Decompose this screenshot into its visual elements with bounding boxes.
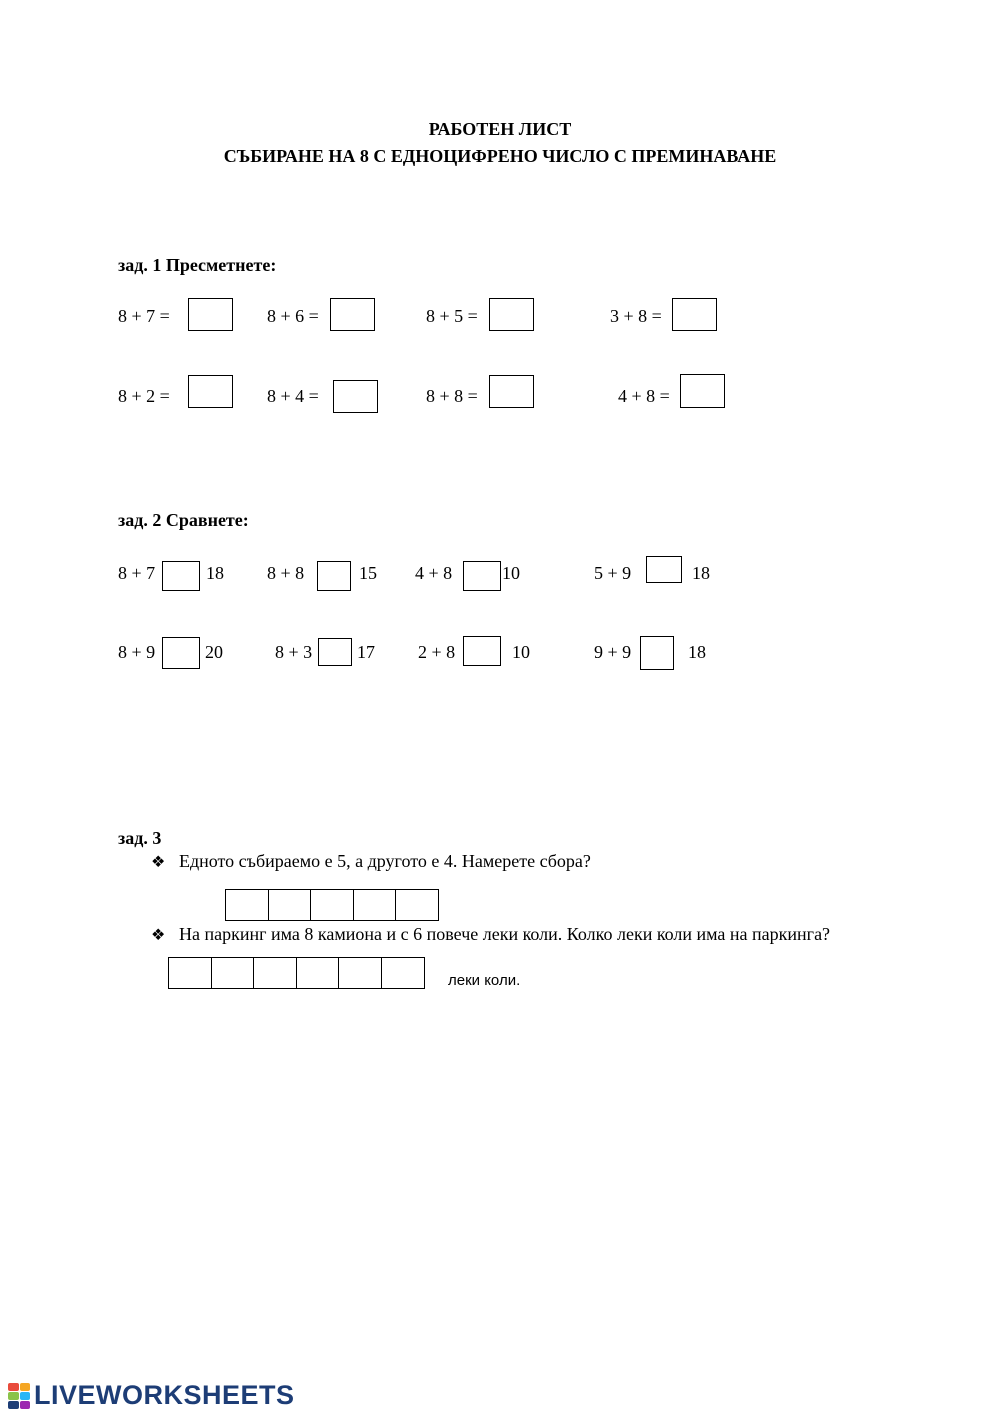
task2-r1-right1: 18 xyxy=(206,563,224,583)
task1-r2-expr4: 4 + 8 = xyxy=(618,386,670,406)
task2-r1-left2: 8 + 8 xyxy=(267,563,305,583)
task1-r2-answer4[interactable] xyxy=(680,374,725,408)
task3-problem2-text: На паркинг има 8 камиона и с 6 повече леки коли. Колко леки коли има на паркинга? xyxy=(179,924,831,944)
answer-cell[interactable] xyxy=(381,957,425,989)
task1-r2-answer3[interactable] xyxy=(489,375,534,408)
task2-r1-right2: 15 xyxy=(359,563,377,583)
task1-r1-expr3: 8 + 5 = xyxy=(426,306,478,326)
logo-text: LIVEWORKSHEETS xyxy=(34,1380,295,1410)
task1-r1-answer3[interactable] xyxy=(489,298,534,331)
answer-cell[interactable] xyxy=(211,957,255,989)
task2-r1-compare2[interactable] xyxy=(317,561,351,591)
task1-r1-expr4: 3 + 8 = xyxy=(610,306,662,326)
answer-cell[interactable] xyxy=(353,889,397,921)
task1-r2-expr3: 8 + 8 = xyxy=(426,386,478,406)
task2-r1-compare4[interactable] xyxy=(646,556,682,583)
task2-r1-left3: 4 + 8 xyxy=(415,563,453,583)
task2-r2-left1: 8 + 9 xyxy=(118,642,156,662)
task2-r2-compare2[interactable] xyxy=(318,638,352,666)
liveworksheets-logo xyxy=(8,1380,295,1411)
task2-r2-compare4[interactable] xyxy=(640,636,674,670)
task2-r1-right4: 18 xyxy=(692,563,710,583)
worksheet-subtitle: СЪБИРАНЕ НА 8 С ЕДНОЦИФРЕНО ЧИСЛО С ПРЕМИНАВАНЕ xyxy=(223,146,777,166)
task1-r2-expr2: 8 + 4 = xyxy=(267,386,319,406)
task2-r1-compare3[interactable] xyxy=(463,561,501,591)
task1-heading: зад. 1 Пресметнете: xyxy=(118,255,277,275)
answer-cell[interactable] xyxy=(338,957,382,989)
task1-r1-expr2: 8 + 6 = xyxy=(267,306,319,326)
answer-cell[interactable] xyxy=(168,957,212,989)
task2-r1-compare1[interactable] xyxy=(162,561,200,591)
task3-problem2-answer xyxy=(168,957,425,989)
task1-r1-answer1[interactable] xyxy=(188,298,233,331)
task2-r2-right4: 18 xyxy=(688,642,706,662)
task3-answer-suffix: леки коли. xyxy=(448,972,521,989)
task2-r1-left4: 5 + 9 xyxy=(594,563,632,583)
answer-cell[interactable] xyxy=(296,957,340,989)
task2-heading: зад. 2 Сравнете: xyxy=(118,510,249,530)
answer-cell[interactable] xyxy=(253,957,297,989)
task2-r2-left3: 2 + 8 xyxy=(418,642,456,662)
answer-cell[interactable] xyxy=(225,889,269,921)
task2-r1-right3: 10 xyxy=(502,563,520,583)
answer-cell[interactable] xyxy=(395,889,439,921)
diamond-bullet-icon: ❖ xyxy=(151,927,166,944)
task2-r2-right3: 10 xyxy=(512,642,530,662)
task2-r2-compare3[interactable] xyxy=(463,636,501,666)
task2-r2-left2: 8 + 3 xyxy=(275,642,313,662)
task1-r1-answer2[interactable] xyxy=(330,298,375,331)
task2-r2-right1: 20 xyxy=(205,642,223,662)
liveworksheets-logo-icon xyxy=(8,1383,30,1409)
task2-r2-left4: 9 + 9 xyxy=(594,642,632,662)
task2-r2-compare1[interactable] xyxy=(162,637,200,669)
task2-r1-left1: 8 + 7 xyxy=(118,563,156,583)
task1-r2-expr1: 8 + 2 = xyxy=(118,386,170,406)
task3-problem1-answer xyxy=(225,889,439,921)
task3-heading: зад. 3 xyxy=(118,828,162,848)
diamond-bullet-icon: ❖ xyxy=(151,854,166,871)
worksheet-title: РАБОТЕН ЛИСТ xyxy=(428,119,572,139)
task3-problem1-text: Едното събираемо е 5, а другото е 4. Намерете сбора? xyxy=(179,851,591,871)
task1-r2-answer1[interactable] xyxy=(188,375,233,408)
task1-r1-answer4[interactable] xyxy=(672,298,717,331)
answer-cell[interactable] xyxy=(268,889,312,921)
task1-r1-expr1: 8 + 7 = xyxy=(118,306,170,326)
task1-r2-answer2[interactable] xyxy=(333,380,378,413)
answer-cell[interactable] xyxy=(310,889,354,921)
task2-r2-right2: 17 xyxy=(357,642,375,662)
